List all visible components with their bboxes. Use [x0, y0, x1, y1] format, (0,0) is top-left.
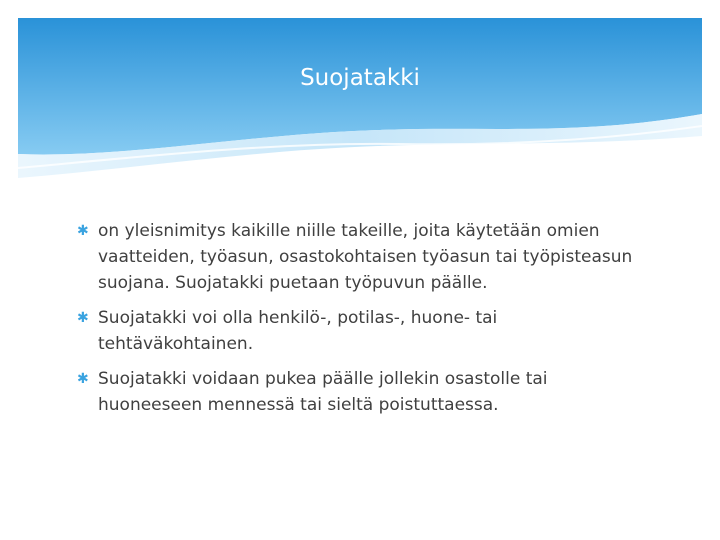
asterisk-icon: ✱ — [77, 310, 89, 326]
banner-background — [18, 18, 702, 178]
title-banner — [18, 18, 702, 178]
bullet-item — [77, 305, 647, 357]
bullet-text: Suojatakki voidaan pukea päälle jollekin osastolle tai huoneeseen mennessä tai sieltä poistuttaessa. — [98, 369, 548, 415]
content-area — [77, 218, 647, 427]
bullet-text: on yleisnimitys kaikille niille takeille, joita käytetään omien vaatteiden, työasun, osastokohtaisen työasun tai työpisteasun suojana. Suojatakki puetaan työpuvun päälle. — [98, 221, 633, 293]
asterisk-icon: ✱ — [77, 223, 89, 239]
bullet-list — [77, 218, 647, 418]
bullet-item — [77, 218, 647, 296]
slide-title: Suojatakki — [300, 65, 420, 91]
bullet-text: Suojatakki voi olla henkilö-, potilas-, huone- tai tehtäväkohtainen. — [98, 308, 498, 354]
asterisk-icon: ✱ — [77, 371, 89, 387]
bullet-item — [77, 366, 647, 418]
